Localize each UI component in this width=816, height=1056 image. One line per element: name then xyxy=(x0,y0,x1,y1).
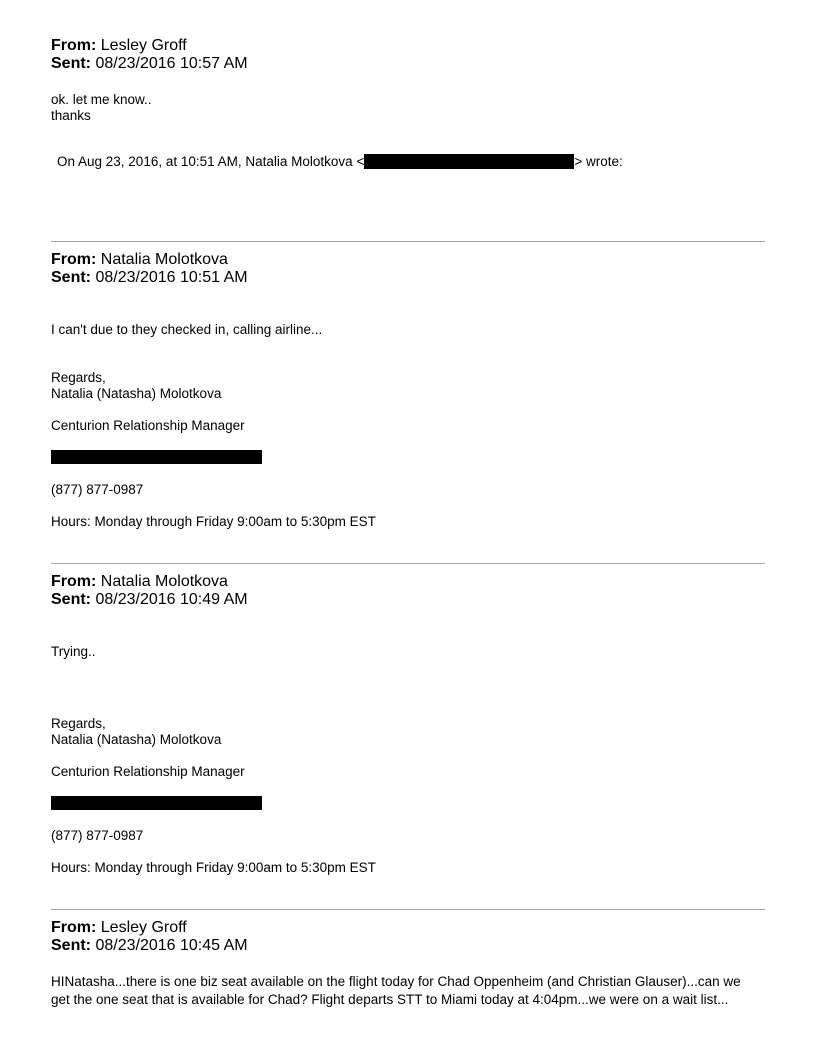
message-1-sent: 08/23/2016 10:57 AM xyxy=(95,55,248,72)
message-divider xyxy=(51,563,765,564)
message-3-signature-closing: Regards, xyxy=(51,716,106,731)
from-label: From: xyxy=(51,919,97,936)
message-2-sent-line xyxy=(51,269,248,287)
message-3-sent-line xyxy=(51,591,248,609)
message-2-sent: 08/23/2016 10:51 AM xyxy=(95,269,248,286)
message-3-signature-hours: Hours: Monday through Friday 9:00am to 5:30pm EST xyxy=(51,860,376,875)
message-3-from-line xyxy=(51,573,228,591)
message-divider xyxy=(51,241,765,242)
from-label: From: xyxy=(51,573,97,590)
from-label: From: xyxy=(51,37,97,54)
message-2-from: Natalia Molotkova xyxy=(100,251,228,268)
message-2-signature-title: Centurion Relationship Manager xyxy=(51,418,245,433)
message-2-body-line-1: I can't due to they checked in, calling airline... xyxy=(51,322,323,337)
redacted-email-address xyxy=(51,796,262,810)
message-2-from-line xyxy=(51,251,228,269)
message-3-signature-phone: (877) 877-0987 xyxy=(51,828,144,843)
message-divider xyxy=(51,909,765,910)
message-3-signature-name: Natalia (Natasha) Molotkova xyxy=(51,732,222,747)
message-2-signature-name: Natalia (Natasha) Molotkova xyxy=(51,386,222,401)
sent-label: Sent: xyxy=(51,937,91,954)
message-1-from-line xyxy=(51,37,187,55)
message-3-from: Natalia Molotkova xyxy=(100,573,228,590)
message-4-body-line-1: HINatasha...there is one biz seat available on the flight today for Chad Oppenheim (and Christian Glauser)...can we xyxy=(51,974,741,989)
message-2-signature-phone: (877) 877-0987 xyxy=(51,482,144,497)
message-2-signature-hours: Hours: Monday through Friday 9:00am to 5:30pm EST xyxy=(51,514,376,529)
message-3-signature-title: Centurion Relationship Manager xyxy=(51,764,245,779)
message-4-from: Lesley Groff xyxy=(100,919,187,936)
message-1-body-line-2: thanks xyxy=(51,108,91,123)
message-1-from: Lesley Groff xyxy=(100,37,187,54)
from-label: From: xyxy=(51,251,97,268)
quote-suffix: > wrote: xyxy=(574,154,623,169)
message-1-quote-line xyxy=(57,154,623,170)
sent-label: Sent: xyxy=(51,269,91,286)
message-4-body-line-2: get the one seat that is available for Chad? Flight departs STT to Miami today at 4:04pm...we were on a wait list... xyxy=(51,992,729,1007)
message-2-signature-closing: Regards, xyxy=(51,370,106,385)
message-1-sent-line xyxy=(51,55,248,73)
redacted-email-address xyxy=(51,450,262,464)
message-4-sent: 08/23/2016 10:45 AM xyxy=(95,937,248,954)
message-3-body-line-1: Trying.. xyxy=(51,644,96,659)
quote-prefix: On Aug 23, 2016, at 10:51 AM, Natalia Molotkova < xyxy=(57,154,365,169)
redacted-email-address xyxy=(364,154,574,169)
message-4-sent-line xyxy=(51,937,248,955)
sent-label: Sent: xyxy=(51,591,91,608)
message-1-body-line-1: ok. let me know.. xyxy=(51,92,152,107)
message-4-from-line xyxy=(51,919,187,937)
sent-label: Sent: xyxy=(51,55,91,72)
message-3-sent: 08/23/2016 10:49 AM xyxy=(95,591,248,608)
